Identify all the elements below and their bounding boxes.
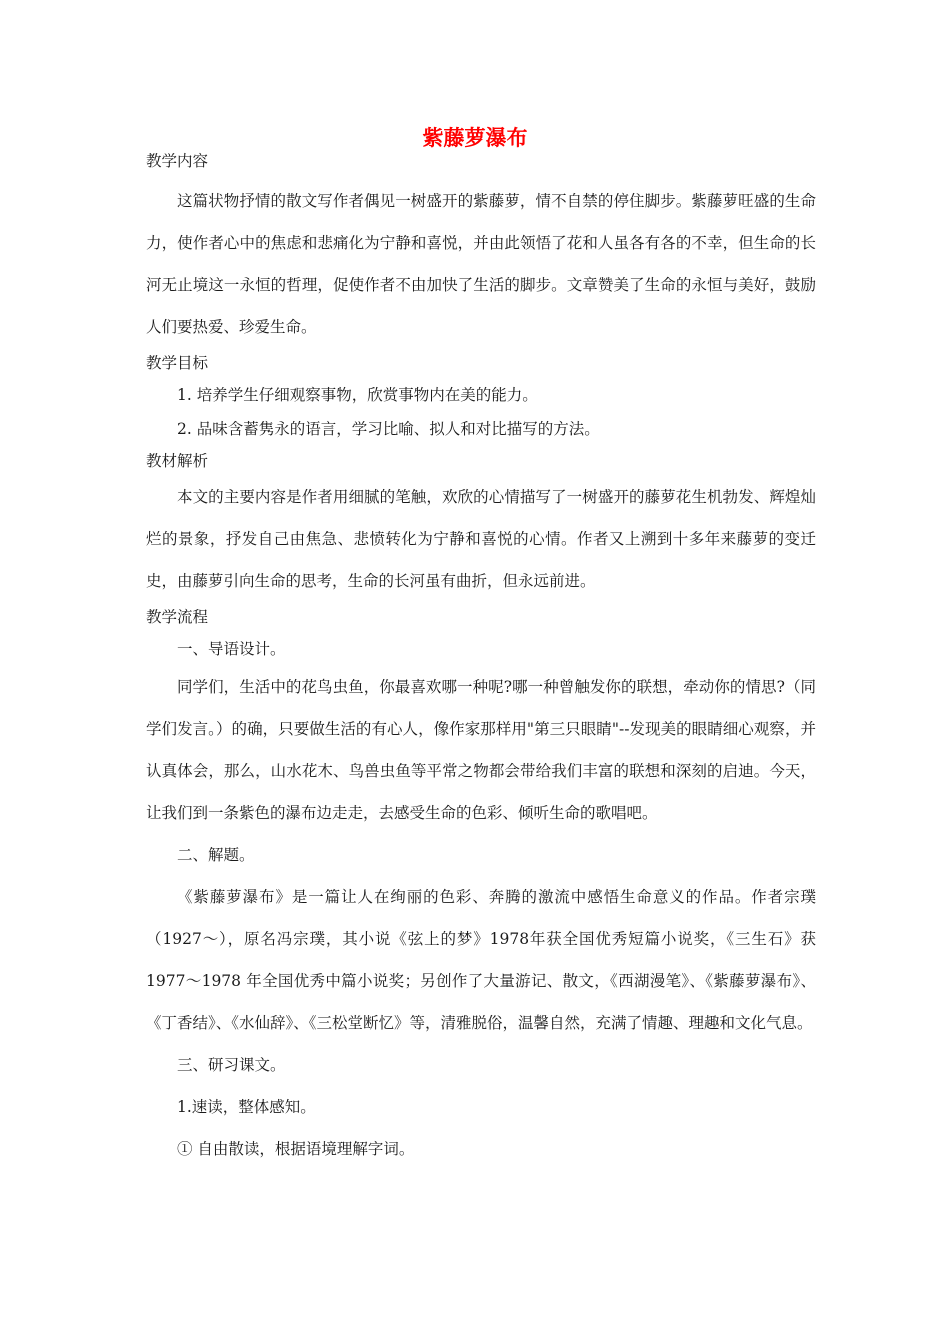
paragraph-title-analysis: 《紫藤萝瀑布》是一篇让人在绚丽的色彩、奔腾的激流中感悟生命意义的作品。作者宗璞（1927～），原名冯宗璞，其小说《弦上的梦》1978年获全国优秀短篇小说奖，《三生石》获 1977～1978 年全国优秀中篇小说奖；另创作了大量游记、散文，《西湖漫笔》、《紫藤萝瀑布》、《丁香结》、《水仙辞》、《三松堂断忆》等，清雅脱俗，温馨自然，充满了情趣、理趣和文化气息。 bbox=[146, 888, 816, 1032]
section-heading-content: 教学内容 bbox=[146, 152, 209, 170]
section-heading-goals: 教学目标 bbox=[146, 354, 209, 372]
goal-item-2: 2. 品味含蓄隽永的语言，学习比喻、拟人和对比描写的方法。 bbox=[177, 420, 600, 438]
paragraph-content: 这篇状物抒情的散文写作者偶见一树盛开的紫藤萝，情不自禁的停住脚步。紫藤萝旺盛的生命力，使作者心中的焦虑和悲痛化为宁静和喜悦，并由此领悟了花和人虽各有各的不幸，但生命的长河无止境这一永恒的哲理，促使作者不由加快了生活的脚步。文章赞美了生命的永恒与美好，鼓励人们要热爱、珍爱生命。 bbox=[146, 192, 816, 336]
paragraph-intro: 同学们，生活中的花鸟虫鱼，你最喜欢哪一种呢?哪一种曾触发你的联想，牵动你的情思?（同学们发言。）的确，只要做生活的有心人，像作家那样用"第三只眼睛"--发现美的眼睛细心观察，并认真体会，那么，山水花木、鸟兽虫鱼等平常之物都会带给我们丰富的联想和深刻的启迪。今天，让我们到一条紫色的瀑布边走走，去感受生命的色彩、倾听生命的歌唱吧。 bbox=[146, 678, 816, 822]
study-item-1: 1.速读，整体感知。 bbox=[177, 1098, 316, 1116]
step-heading-study: 三、研习课文。 bbox=[177, 1056, 286, 1074]
document-title: 紫藤萝瀑布 bbox=[422, 126, 528, 150]
step-heading-title-analysis: 二、解题。 bbox=[177, 846, 255, 864]
document-body bbox=[146, 146, 816, 1170]
section-heading-analysis: 教材解析 bbox=[146, 452, 209, 470]
step-heading-intro: 一、导语设计。 bbox=[177, 640, 286, 658]
study-item-1a: ① 自由散读，根据语境理解字词。 bbox=[177, 1140, 415, 1158]
section-heading-flow: 教学流程 bbox=[146, 608, 209, 626]
paragraph-analysis: 本文的主要内容是作者用细腻的笔触，欢欣的心情描写了一树盛开的藤萝花生机勃发、辉煌灿烂的景象，抒发自己由焦急、悲愤转化为宁静和喜悦的心情。作者又上溯到十多年来藤萝的变迁史，由藤萝引向生命的思考，生命的长河虽有曲折，但永远前进。 bbox=[146, 488, 816, 590]
goal-item-1: 1. 培养学生仔细观察事物，欣赏事物内在美的能力。 bbox=[177, 386, 538, 404]
